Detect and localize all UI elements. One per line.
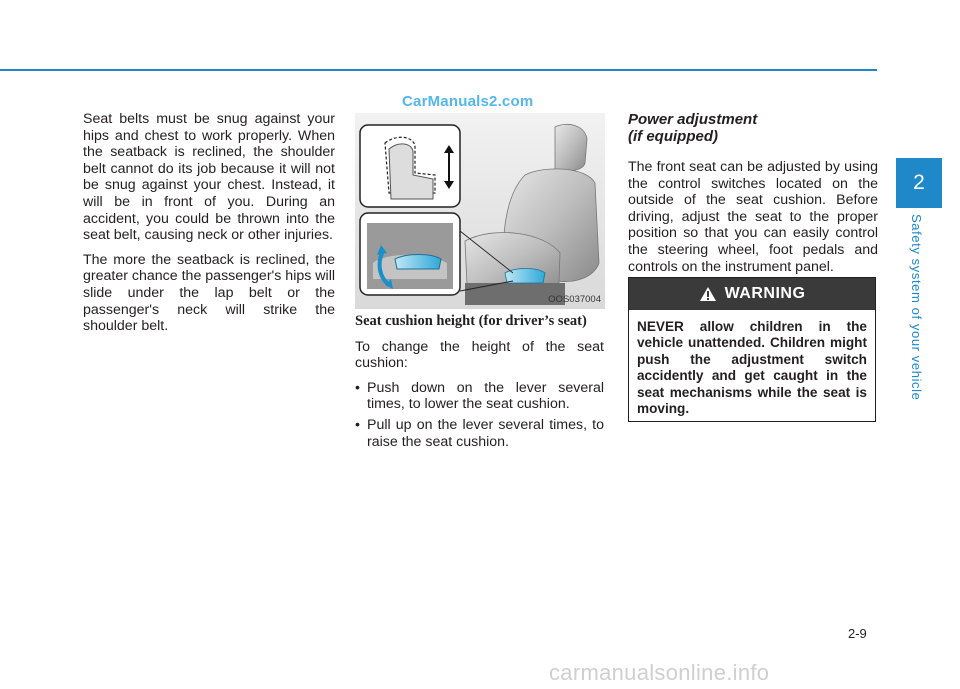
chapter-title: Safety system of your vehicle — [909, 214, 924, 401]
paragraph-seatbelt-snug: Seat belts must be snug against your hips and chest to work properly. When the seatback is reclined, the shoulder belt cannot do its job because it will not be snug against your chest. Instead, it will be in front of you. During an accident, you could be thrown into the seat belt, causing neck or other injuries. — [83, 111, 335, 244]
paragraph-power-adjustment: The front seat can be adjusted by using the control switches located on the outside of the seat cushion. Before driving, adjust the seat to the proper position so that you can easily control the steering wheel, foot pedals and controls on the instrument panel. — [628, 159, 878, 275]
warning-title: WARNING — [724, 285, 806, 302]
chapter-tab[interactable] — [896, 158, 942, 208]
footer-watermark: carmanualsonline.info — [549, 660, 770, 685]
subheading-seat-cushion-height: Seat cushion height (for driver’s seat) — [355, 313, 587, 329]
instruction-list — [355, 380, 604, 450]
warning-triangle-icon — [699, 286, 717, 302]
page-number: 2-9 — [848, 626, 867, 641]
middle-column — [355, 313, 604, 454]
seat-adjustment-figure — [355, 113, 605, 309]
header-rule — [0, 69, 877, 71]
warning-box — [628, 277, 876, 422]
warning-header — [629, 278, 875, 310]
heading-line-2: (if equipped) — [628, 128, 718, 145]
paragraph-seatback-reclined: The more the seatback is reclined, the greater chance the passenger's hips will slide under the lap belt or the passenger's neck will strike the shoulder belt. — [83, 251, 335, 335]
paragraph-intro: To change the height of the seat cushion: — [355, 338, 604, 372]
watermark-text: CarManuals2.com — [402, 93, 534, 110]
chapter-number: 2 — [913, 171, 925, 194]
list-item: • Push down on the lever several times, to lower the seat cushion. — [355, 380, 604, 413]
seat-illustration — [355, 113, 605, 309]
warning-text: NEVER allow children in the vehicle unattended. Children might push the adjustment switch accidently and get caught in the seat mechanisms while the seat is moving. — [637, 319, 867, 417]
figure-code: OOS037004 — [548, 294, 601, 305]
heading-power-adjustment — [628, 111, 878, 145]
heading-line-1: Power adjustment — [628, 111, 758, 128]
list-item: • Pull up on the lever several times, to raise the seat cushion. — [355, 417, 604, 450]
right-column — [628, 111, 878, 283]
left-column — [83, 111, 335, 343]
